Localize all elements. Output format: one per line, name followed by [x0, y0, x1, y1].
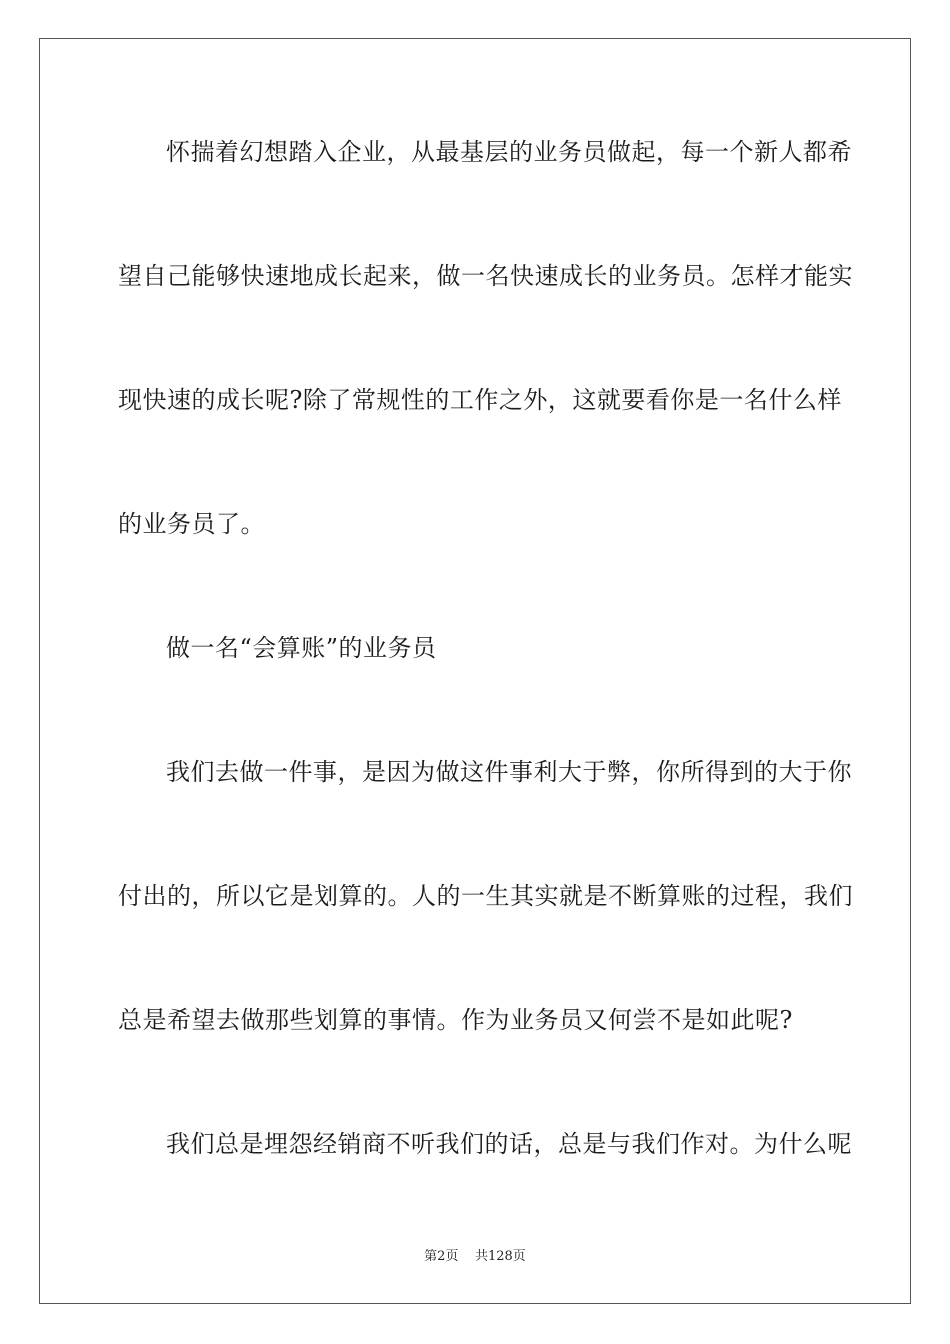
paragraph-line: 我们总是埋怨经销商不听我们的话，总是与我们作对。为什么呢	[166, 1130, 852, 1158]
page-total: 共128页	[474, 1249, 526, 1264]
paragraph-line: 付出的，所以它是划算的。人的一生其实就是不断算账的过程，我们	[118, 882, 853, 910]
paragraph-line: 现快速的成长呢?除了常规性的工作之外，这就要看你是一名什么样	[118, 386, 842, 414]
section-heading: 做一名“会算账”的业务员	[166, 634, 437, 662]
paragraph-line: 我们去做一件事，是因为做这件事利大于弊，你所得到的大于你	[166, 758, 852, 786]
paragraph-line: 怀揣着幻想踏入企业，从最基层的业务员做起，每一个新人都希	[166, 138, 852, 166]
page-footer	[0, 1248, 950, 1266]
page-number: 第2页	[424, 1249, 459, 1264]
page-border	[39, 38, 911, 1304]
paragraph-line: 望自己能够快速地成长起来，做一名快速成长的业务员。怎样才能实	[118, 262, 853, 290]
paragraph-line: 的业务员了。	[118, 510, 265, 538]
paragraph-line: 总是希望去做那些划算的事情。作为业务员又何尝不是如此呢?	[118, 1006, 793, 1034]
